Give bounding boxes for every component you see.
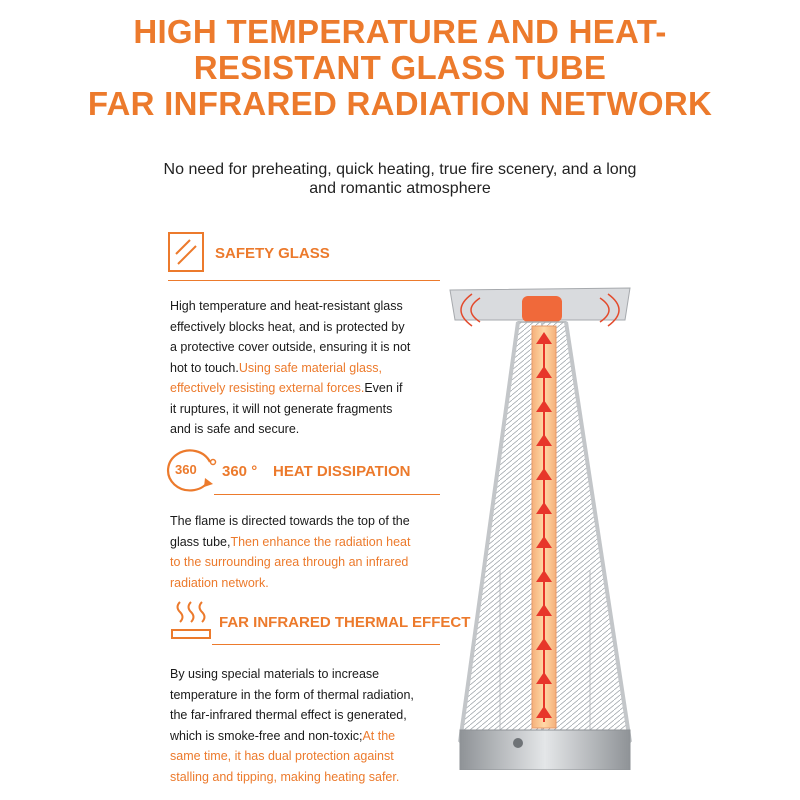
divider: [214, 494, 440, 495]
safety-glass-title: SAFETY GLASS: [215, 245, 330, 262]
heat-waves-icon: [170, 598, 214, 647]
headline-line-3: FAR INFRARED RADIATION NETWORK: [87, 85, 713, 122]
far-infrared-title: FAR INFRARED THERMAL EFFECT: [219, 614, 471, 631]
heat-dissipation-number: 360 °: [222, 463, 258, 480]
subtitle-line-2: and romantic atmosphere: [309, 180, 491, 197]
icon-360-label: 360: [175, 462, 197, 477]
heat-dissipation-title: HEAT DISSIPATION: [273, 463, 411, 480]
headline-line-2: RESISTANT GLASS TUBE: [193, 49, 607, 86]
heat-dissipation-paragraph: The flame is directed towards the top of the glass tube,Then enhance the radiation heat to the surrounding area through an infrared radiation network.: [170, 514, 411, 590]
headline-line-1: HIGH TEMPERATURE AND HEAT-: [133, 13, 667, 50]
glass-pane-icon: [168, 232, 204, 277]
divider: [168, 280, 440, 281]
far-infrared-paragraph: By using special materials to increase temperature in the form of thermal radiation, the far-infrared thermal effect is generated, which is smoke-free and non-toxic;At the same time, it has dual protection against stalling and tipping, making heating safer.: [170, 667, 414, 784]
subtitle-line-1: No need for preheating, quick heating, true fire scenery, and a long: [163, 161, 637, 178]
safety-glass-paragraph: High temperature and heat-resistant glass effectively blocks heat, and is protected by a protective cover outside, ensuring it is not hot to touch.Using safe material glass, effectively resisting external forces.Even if it ruptures, it will not generate fragments and is safe and secure.: [170, 299, 411, 436]
pyramid-patio-heater-image: [440, 270, 660, 775]
divider: [212, 644, 440, 645]
